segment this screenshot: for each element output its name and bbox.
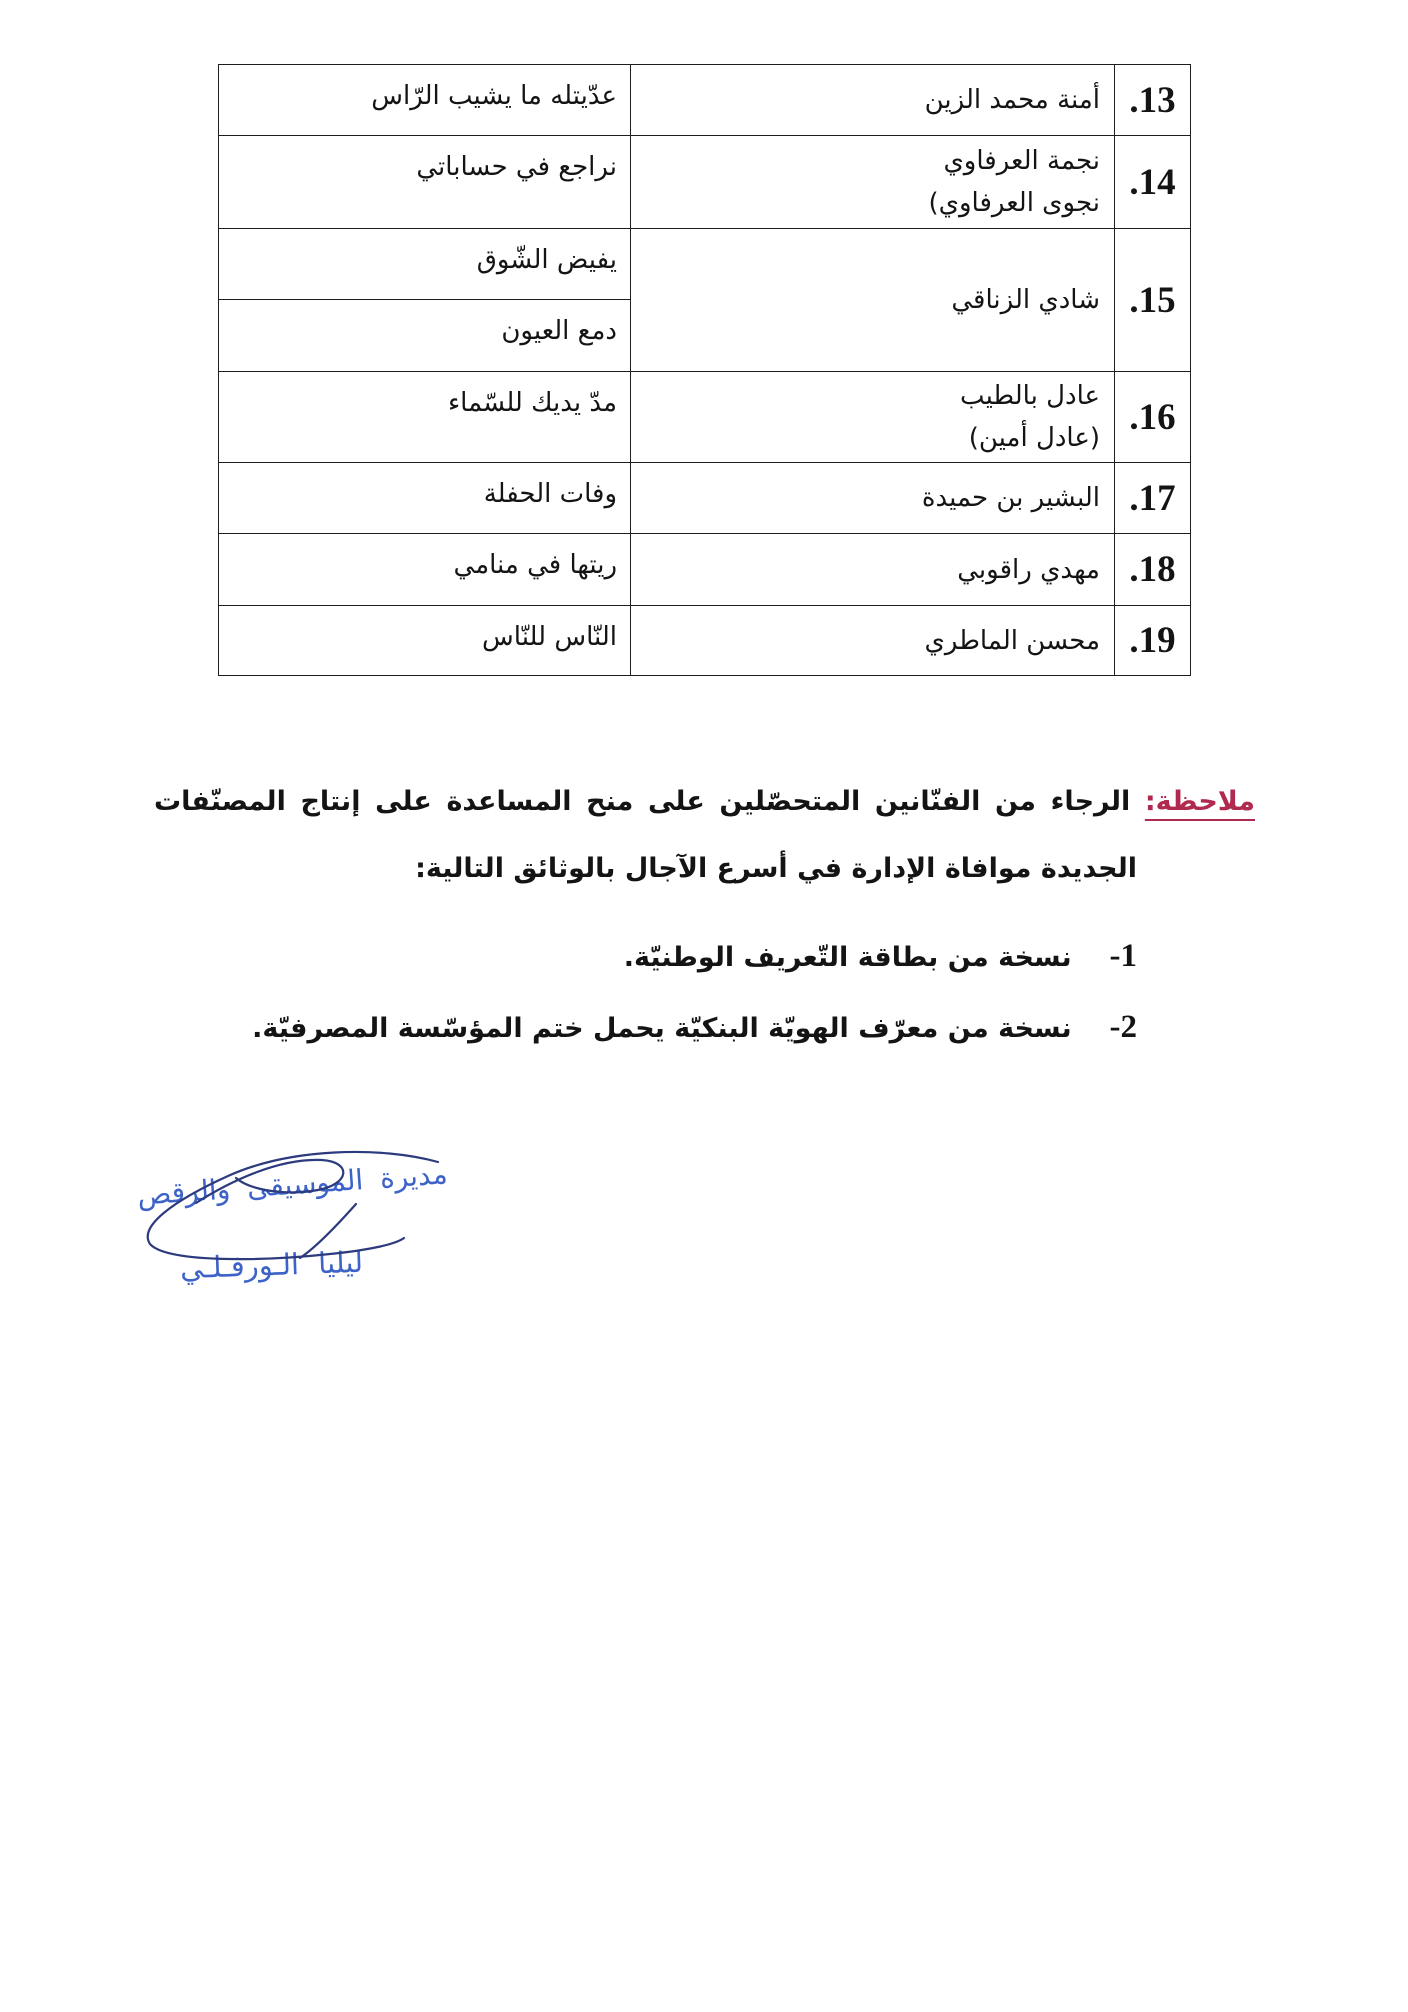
artist-name [631, 136, 1115, 229]
list-item-number: 1- [1109, 938, 1137, 974]
song-title: دمع العيون [219, 300, 631, 372]
note-line-2: الجديدة موافاة الإدارة في أسرع الآجال بالوثائق التالية: [415, 853, 1137, 884]
note-label: ملاحظة: [1144, 786, 1255, 817]
song-title: النّاس للنّاس [219, 606, 631, 676]
table-row [219, 65, 1191, 136]
row-number: 15. [1115, 229, 1191, 372]
artist-name [631, 65, 1115, 136]
row-number: 19. [1115, 606, 1191, 676]
stamp-title: مديرة الموسيقى والرقص [136, 1157, 449, 1212]
list-item [252, 1002, 1137, 1054]
note-text: الرجاء من الفنّانين المتحصّلين على منح المساعدة على إنتاج المصنّفات [154, 786, 1131, 817]
artist-name [631, 463, 1115, 534]
artist-name-line: مهدي راقوبي [957, 554, 1100, 585]
note-line-1 [154, 777, 1255, 827]
stamp-name: ليليا الـورفـلـي [179, 1244, 364, 1286]
row-number: 16. [1115, 372, 1191, 463]
song-title: ريتها في منامي [219, 534, 631, 606]
song-title: يفيض الشّوق [219, 229, 631, 300]
artist-name-line: البشير بن حميدة [921, 483, 1100, 513]
row-number: 13. [1115, 65, 1191, 136]
artist-name-line: نجوى العرفاوي) [928, 188, 1100, 218]
song-title: مدّ يديك للسّماء [219, 372, 631, 463]
song-title: نراجع في حساباتي [219, 136, 631, 229]
artist-name [631, 534, 1115, 606]
song-title: عدّيتله ما يشيب الرّاس [219, 65, 631, 136]
row-number: 18. [1115, 534, 1191, 606]
artist-name [631, 606, 1115, 676]
list-item-number: 2- [1109, 1009, 1137, 1045]
table-row [219, 463, 1191, 534]
table-row [219, 136, 1191, 229]
artist-name-line: عادل بالطيب [960, 381, 1100, 411]
list-item [624, 931, 1137, 983]
list-item-text: نسخة من معرّف الهويّة البنكيّة يحمل ختم المؤسّسة المصرفيّة. [252, 1013, 1072, 1044]
artists-songs-table [218, 64, 1191, 676]
artist-name-line: أمنة محمد الزين [924, 85, 1100, 115]
artist-name-line: نجمة العرفاوي [943, 146, 1100, 176]
artist-name-line: شادي الزناقي [951, 285, 1100, 315]
artist-name [631, 229, 1115, 372]
artist-name-line: محسن الماطري [924, 625, 1100, 656]
artist-name [631, 372, 1115, 463]
table-row [219, 372, 1191, 463]
row-number: 17. [1115, 463, 1191, 534]
table-row [219, 606, 1191, 676]
table-row [219, 534, 1191, 606]
row-number: 14. [1115, 136, 1191, 229]
song-title: وفات الحفلة [219, 463, 631, 534]
list-item-text: نسخة من بطاقة التّعريف الوطنيّة. [623, 942, 1072, 973]
artist-name-line: (عادل أمين) [968, 423, 1100, 453]
table-row [219, 229, 1191, 300]
